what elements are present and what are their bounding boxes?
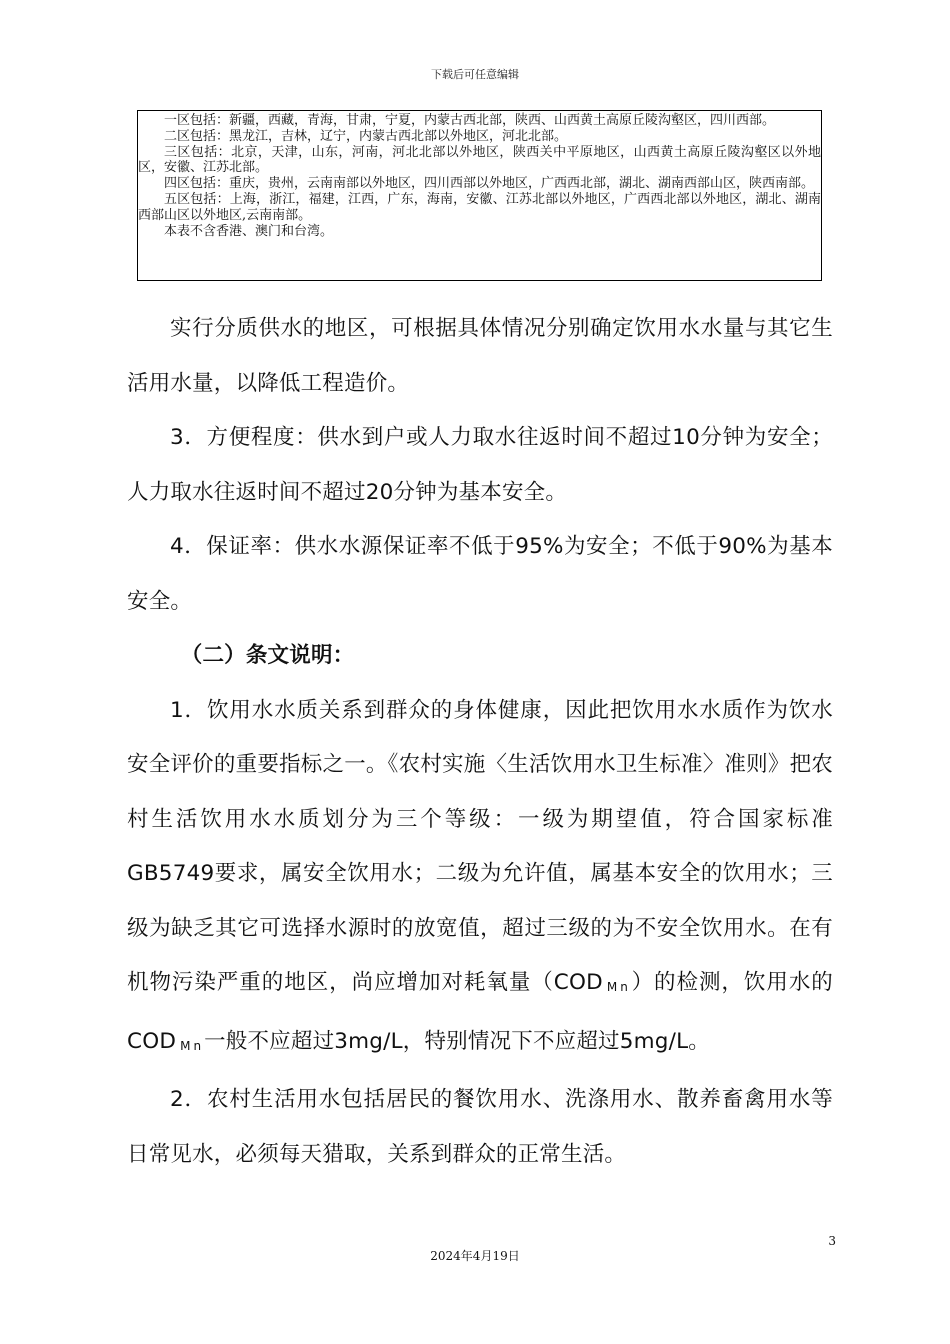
note-line-region-4: 四区包括：重庆，贵州，云南南部以外地区，四川西部以外地区，广西西北部，湖北、湖南西部山区，陕西南部。 [164, 176, 815, 192]
note-line-region-3: 三区包括：北京，天津，山东，河南，河北北部以外地区，陕西关中平原地区，山西黄土高原丘陵沟壑区以外地区，安徽、江苏北部。 [138, 144, 821, 176]
note-line-region-1: 一区包括：新疆，西藏，青海，甘肃，宁夏，内蒙古西北部，陕西、山西黄土高原丘陵沟壑区，四川西部。 [164, 113, 776, 128]
cod-subscript: Mn [606, 980, 631, 994]
note-line-region-5: 五区包括：上海，浙江，福建，江西，广东，海南，安徽、江苏北部以外地区，广西西北部以外地区，湖北、湖南西部山区以外地区,云南南部。 [138, 191, 821, 223]
section-heading: （二）条文说明： [180, 643, 355, 668]
water-quality-text-a: 1．饮用水水质关系到群众的身体健康，因此把饮用水水质作为饮水安全评价的重要指标之一。《农村实施〈生活饮用水卫生标准〉准则》把农村生活饮用水水质划分为三个等级：一级为期望值，符合国家标准GB5749要求，属安全饮用水；二级为允许值，属基本安全的饮用水；三级为缺乏其它可选择水源时的放宽值，超过三级的为不安全饮用水。在有机物污染严重的地区，尚应增加对耗氧量（COD [127, 697, 833, 995]
paragraph-water-quality [127, 684, 833, 1074]
paragraph-domestic-water: 2．农村生活用水包括居民的餐饮用水、洗涤用水、散养畜禽用水等日常见水，必须每天猎取，关系到群众的正常生活。 [127, 1087, 833, 1167]
cod-subscript: Mn [180, 1038, 205, 1053]
paragraph-dual-supply: 实行分质供水的地区，可根据具体情况分别确定饮用水水量与其它生活用水量，以降低工程造价。 [127, 316, 833, 396]
document-body [127, 302, 833, 1182]
page-number: 3 [828, 1234, 836, 1248]
note-line-region-2: 二区包括：黑龙江，吉林，辽宁，内蒙古西北部以外地区，河北北部。 [164, 128, 568, 144]
region-note-box [137, 110, 822, 281]
page-header: 下载后可任意编辑 [431, 68, 519, 81]
note-line-exclusion: 本表不含香港、澳门和台湾。 [164, 223, 334, 239]
footer-date: 2024年4月19日 [430, 1249, 520, 1263]
water-quality-text-c: 一般不应超过3mg/L，特别情况下不应超过5mg/L。 [204, 1028, 710, 1054]
paragraph-guarantee-rate: 4．保证率：供水水源保证率不低于95%为安全；不低于90%为基本安全。 [127, 534, 833, 614]
paragraph-convenience: 3．方便程度：供水到户或人力取水往返时间不超过10分钟为安全；人力取水往返时间不超过20分钟为基本安全。 [127, 425, 833, 505]
water-quality-text-b: ）的检测，饮用水的COD [127, 970, 833, 1054]
